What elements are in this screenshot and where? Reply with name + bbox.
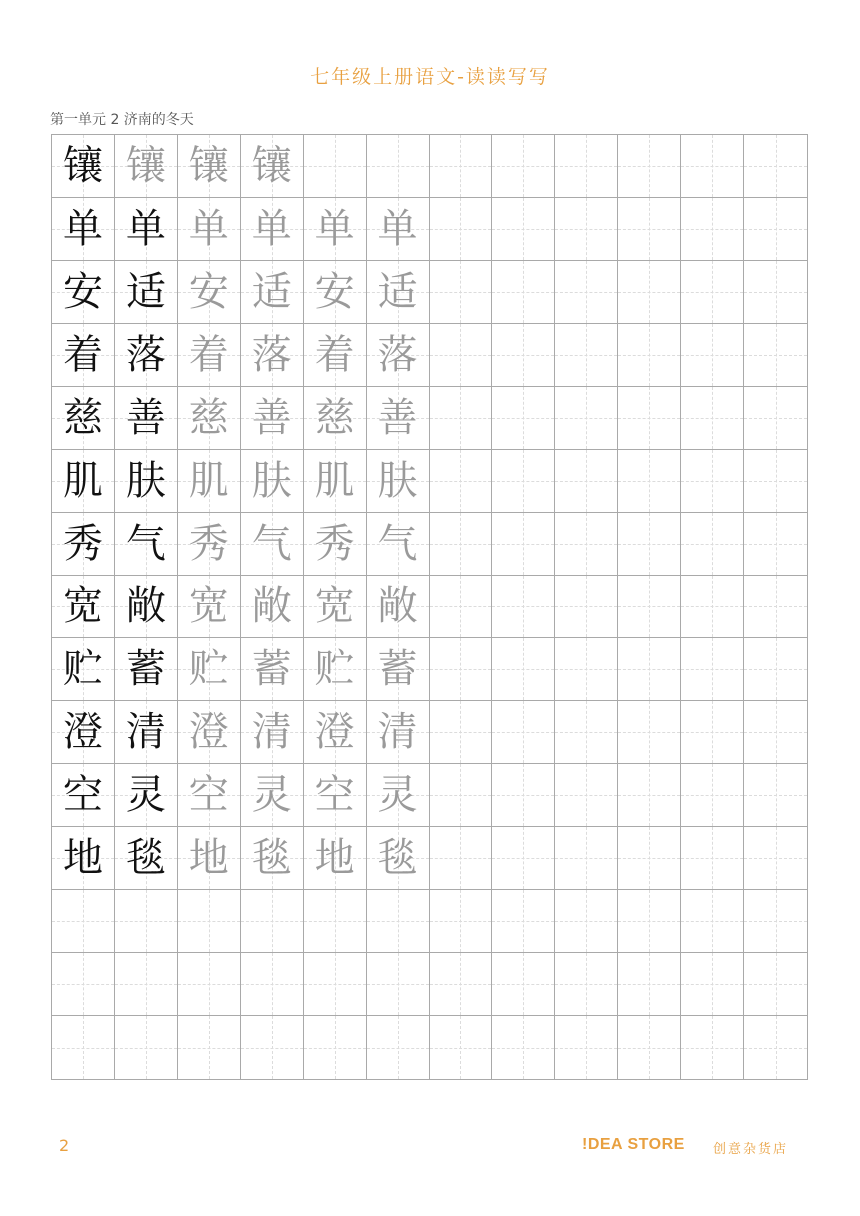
grid-cell [178,827,241,890]
grid-cell [178,450,241,513]
grid-cell [492,450,555,513]
grid-cell [178,638,241,701]
grid-cell [744,953,807,1016]
grid-cell [744,576,807,639]
grid-cell [52,513,115,576]
grid-cell [681,890,744,953]
grid-cell [681,135,744,198]
grid-cell [52,890,115,953]
grid-cell [744,890,807,953]
practice-character: 灵 [125,772,166,819]
grid-cell [115,135,178,198]
grid-cell [555,324,618,387]
grid-cell [241,513,304,576]
grid-cell [367,638,430,701]
page-number: 2 [59,1136,70,1155]
grid-cell [241,135,304,198]
practice-character: 澄 [188,709,229,756]
grid-cell [492,953,555,1016]
practice-character: 灵 [251,772,292,819]
grid-cell [492,261,555,324]
practice-character: 单 [188,205,229,252]
practice-character: 蓄 [125,646,166,693]
grid-cell [178,1016,241,1079]
grid-cell [681,387,744,450]
grid-cell [115,450,178,513]
practice-character: 镶 [188,142,229,189]
grid-cell [367,1016,430,1079]
practice-character: 灵 [377,772,418,819]
grid-cell [430,450,493,513]
grid-cell [744,701,807,764]
practice-character: 适 [125,268,166,315]
grid-cell [492,638,555,701]
practice-character: 空 [62,772,103,819]
practice-character: 贮 [314,646,355,693]
grid-cell [367,890,430,953]
grid-cell [492,764,555,827]
practice-character: 慈 [314,394,355,441]
grid-cell [430,701,493,764]
grid-cell [430,827,493,890]
grid-cell [304,450,367,513]
practice-character: 落 [377,331,418,378]
grid-cell [555,261,618,324]
grid-cell [618,1016,681,1079]
grid-cell [681,701,744,764]
grid-cell [492,890,555,953]
grid-cell [618,827,681,890]
grid-cell [681,1016,744,1079]
practice-character: 肌 [314,457,355,504]
grid-cell [430,953,493,1016]
grid-cell [430,387,493,450]
grid-cell [304,638,367,701]
grid-cell [52,764,115,827]
practice-character: 地 [188,835,229,882]
practice-character: 善 [377,394,418,441]
grid-cell [304,135,367,198]
grid-cell [52,135,115,198]
practice-character: 肤 [125,457,166,504]
grid-cell [241,1016,304,1079]
grid-cell [178,198,241,261]
grid-cell [555,764,618,827]
grid-cell [304,827,367,890]
grid-cell [744,198,807,261]
grid-cell [304,890,367,953]
practice-character: 安 [314,268,355,315]
grid-cell [744,638,807,701]
grid-cell [52,261,115,324]
grid-cell [115,513,178,576]
grid-cell [492,1016,555,1079]
grid-cell [430,261,493,324]
grid-cell [492,827,555,890]
grid-cell [367,135,430,198]
grid-cell [681,261,744,324]
practice-character: 慈 [188,394,229,441]
practice-character: 空 [314,772,355,819]
grid-cell [430,890,493,953]
practice-character: 着 [62,331,103,378]
practice-character: 单 [377,205,418,252]
grid-cell [304,1016,367,1079]
practice-character: 适 [377,268,418,315]
grid-cell [367,513,430,576]
practice-character: 着 [188,331,229,378]
grid-cell [115,387,178,450]
grid-cell [241,261,304,324]
grid-cell [618,890,681,953]
grid-cell [744,324,807,387]
grid-cell [681,953,744,1016]
grid-cell [681,324,744,387]
grid-cell [367,198,430,261]
grid-cell [555,198,618,261]
grid-cell [744,764,807,827]
grid-cell [178,513,241,576]
grid-cell [115,890,178,953]
practice-character: 清 [251,709,292,756]
grid-cell [430,764,493,827]
grid-cell [492,513,555,576]
practice-character: 气 [251,520,292,567]
grid-cell [555,827,618,890]
grid-cell [430,513,493,576]
grid-cell [241,324,304,387]
grid-cell [178,387,241,450]
grid-cell [555,387,618,450]
grid-cell [430,135,493,198]
grid-cell [492,198,555,261]
grid-cell [681,450,744,513]
grid-cell [304,261,367,324]
grid-cell [52,576,115,639]
grid-cell [555,1016,618,1079]
grid-cell [555,953,618,1016]
grid-cell [681,764,744,827]
practice-character: 安 [62,268,103,315]
practice-character: 敞 [377,583,418,630]
practice-character: 单 [62,205,103,252]
grid-cell [367,387,430,450]
practice-character: 善 [125,394,166,441]
practice-character: 清 [125,709,166,756]
practice-character: 地 [62,835,103,882]
practice-character: 安 [188,268,229,315]
practice-character: 贮 [62,646,103,693]
grid-cell [492,135,555,198]
grid-cell [115,764,178,827]
practice-character: 澄 [62,709,103,756]
brand-subtitle: 创意杂货店 [713,1142,789,1157]
grid-cell [367,764,430,827]
practice-character: 宽 [62,583,103,630]
grid-cell [367,827,430,890]
practice-character: 清 [377,709,418,756]
practice-character: 镶 [62,142,103,189]
practice-character: 毯 [125,835,166,882]
grid-cell [241,387,304,450]
grid-cell [115,576,178,639]
grid-cell [178,135,241,198]
grid-cell [52,450,115,513]
grid-cell [115,324,178,387]
grid-cell [241,890,304,953]
practice-character: 秀 [62,520,103,567]
grid-cell [115,198,178,261]
grid-cell [492,387,555,450]
grid-cell [241,576,304,639]
brand-logo: !DEA STORE [582,1136,685,1153]
grid-cell [430,198,493,261]
grid-cell [178,701,241,764]
grid-cell [618,387,681,450]
grid-cell [52,638,115,701]
practice-character: 善 [251,394,292,441]
grid-cell [52,827,115,890]
grid-cell [304,576,367,639]
grid-cell [367,953,430,1016]
lesson-label: 第一单元 2 济南的冬天 [50,112,194,128]
grid-cell [304,324,367,387]
grid-cell [241,638,304,701]
practice-character: 蓄 [251,646,292,693]
grid-cell [178,261,241,324]
grid-cell [241,701,304,764]
practice-character: 适 [251,268,292,315]
practice-character: 落 [125,331,166,378]
practice-character: 肌 [188,457,229,504]
grid-cell [304,953,367,1016]
grid-cell [304,387,367,450]
practice-character: 秀 [314,520,355,567]
grid-cell [744,513,807,576]
grid-cell [178,953,241,1016]
practice-character: 慈 [62,394,103,441]
grid-cell [618,638,681,701]
grid-cell [492,324,555,387]
grid-cell [618,764,681,827]
grid-cell [241,450,304,513]
grid-cell [744,387,807,450]
grid-cell [555,638,618,701]
practice-character: 地 [314,835,355,882]
practice-character: 蓄 [377,646,418,693]
page-title: 七年级上册语文-读读写写 [310,66,550,88]
grid-cell [52,387,115,450]
grid-cell [367,324,430,387]
practice-character: 着 [314,331,355,378]
grid-cell [430,638,493,701]
grid-cell [555,135,618,198]
grid-cell [681,827,744,890]
grid-cell [681,513,744,576]
grid-cell [178,324,241,387]
grid-cell [304,764,367,827]
grid-cell [178,576,241,639]
practice-character: 宽 [188,583,229,630]
practice-character: 肤 [377,457,418,504]
grid-cell [115,827,178,890]
grid-cell [241,198,304,261]
grid-cell [618,513,681,576]
grid-cell [115,953,178,1016]
grid-cell [52,198,115,261]
practice-grid [51,134,808,1080]
grid-cell [744,1016,807,1079]
grid-cell [618,701,681,764]
grid-cell [681,576,744,639]
grid-cell [178,890,241,953]
grid-cell [744,450,807,513]
grid-cell [555,701,618,764]
practice-character: 肌 [62,457,103,504]
grid-cell [430,324,493,387]
practice-character: 肤 [251,457,292,504]
grid-cell [115,701,178,764]
practice-character: 空 [188,772,229,819]
grid-cell [178,764,241,827]
grid-cell [555,576,618,639]
grid-cell [492,701,555,764]
grid-cell [492,576,555,639]
grid-cell [555,513,618,576]
practice-character: 镶 [251,142,292,189]
grid-cell [555,450,618,513]
grid-cell [241,827,304,890]
grid-cell [367,701,430,764]
practice-character: 毯 [377,835,418,882]
grid-cell [115,1016,178,1079]
grid-cell [52,701,115,764]
grid-cell [681,198,744,261]
grid-cell [744,261,807,324]
grid-cell [52,324,115,387]
practice-character: 秀 [188,520,229,567]
grid-cell [115,638,178,701]
practice-character: 落 [251,331,292,378]
grid-cell [618,576,681,639]
grid-cell [430,576,493,639]
practice-character: 单 [125,205,166,252]
grid-cell [304,198,367,261]
grid-cell [367,576,430,639]
grid-cell [367,261,430,324]
practice-character: 气 [377,520,418,567]
practice-character: 单 [251,205,292,252]
practice-character: 单 [314,205,355,252]
grid-cell [304,513,367,576]
grid-cell [367,450,430,513]
grid-cell [115,261,178,324]
grid-cell [241,953,304,1016]
practice-character: 气 [125,520,166,567]
grid-cell [555,890,618,953]
grid-cell [618,135,681,198]
practice-character: 敞 [251,583,292,630]
practice-character: 贮 [188,646,229,693]
grid-cell [681,638,744,701]
practice-character: 宽 [314,583,355,630]
grid-cell [618,450,681,513]
practice-character: 毯 [251,835,292,882]
grid-cell [304,701,367,764]
grid-cell [744,135,807,198]
grid-cell [52,953,115,1016]
grid-cell [618,198,681,261]
grid-cell [430,1016,493,1079]
practice-character: 敞 [125,583,166,630]
grid-cell [52,1016,115,1079]
grid-cell [618,953,681,1016]
grid-cell [744,827,807,890]
practice-character: 澄 [314,709,355,756]
grid-cell [618,261,681,324]
grid-cell [241,764,304,827]
grid-cell [618,324,681,387]
practice-character: 镶 [125,142,166,189]
